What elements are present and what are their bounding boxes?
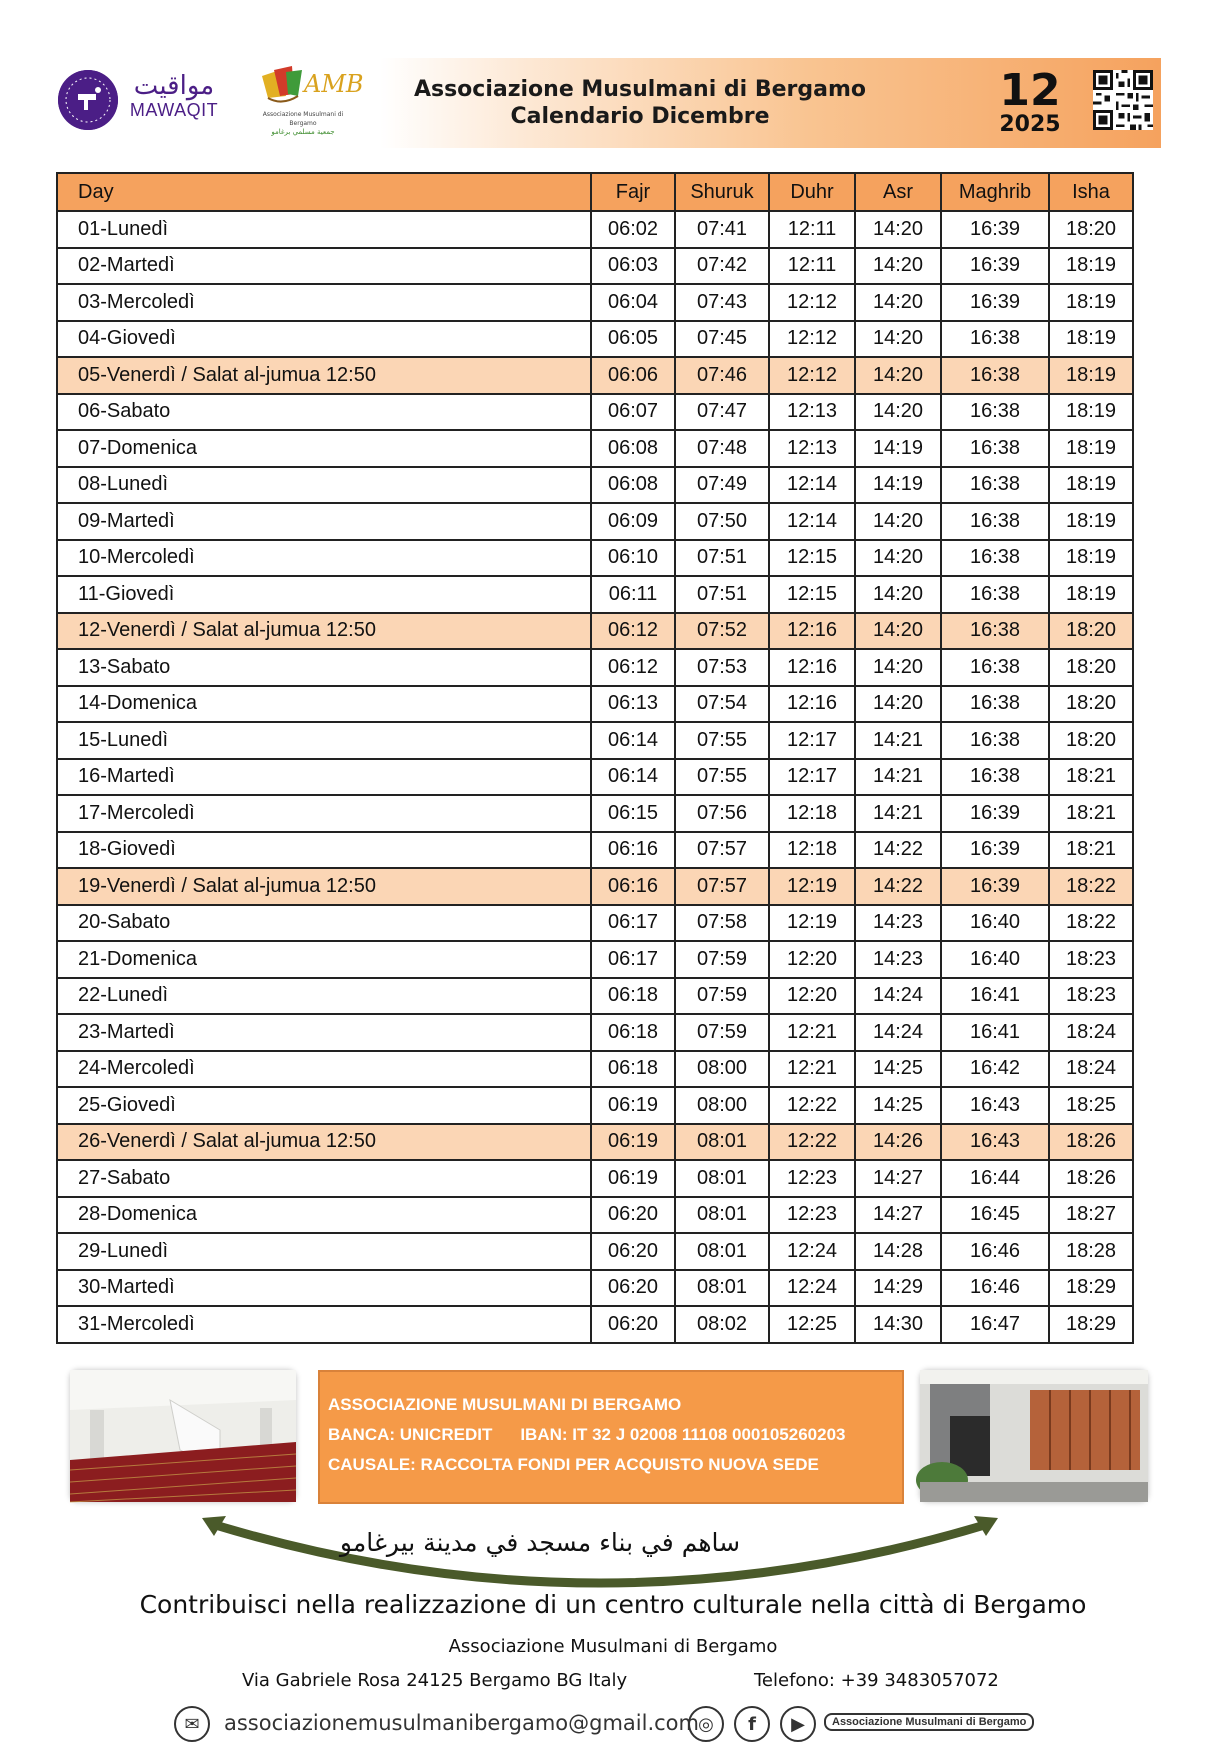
facebook-icon[interactable]: f xyxy=(734,1706,770,1742)
fajr-time-cell: 06:16 xyxy=(591,832,675,869)
table-row xyxy=(57,430,1133,467)
shuruk-time-cell: 07:56 xyxy=(675,795,769,832)
asr-time-cell: 14:21 xyxy=(855,795,941,832)
fajr-time-cell: 06:03 xyxy=(591,248,675,285)
isha-time-cell: 18:23 xyxy=(1049,941,1133,978)
shuruk-time-cell: 07:50 xyxy=(675,503,769,540)
shuruk-time-cell: 07:57 xyxy=(675,832,769,869)
column-header-maghrib: Maghrib xyxy=(941,173,1049,211)
day-cell: 28-Domenica xyxy=(57,1197,591,1234)
duhr-time-cell: 12:11 xyxy=(769,248,855,285)
isha-time-cell: 18:20 xyxy=(1049,613,1133,650)
asr-time-cell: 14:20 xyxy=(855,686,941,723)
shuruk-time-cell: 08:01 xyxy=(675,1270,769,1307)
maghrib-time-cell: 16:39 xyxy=(941,211,1049,248)
isha-time-cell: 18:22 xyxy=(1049,868,1133,905)
duhr-time-cell: 12:12 xyxy=(769,357,855,394)
shuruk-time-cell: 07:54 xyxy=(675,686,769,723)
maghrib-time-cell: 16:41 xyxy=(941,978,1049,1015)
duhr-time-cell: 12:18 xyxy=(769,832,855,869)
maghrib-time-cell: 16:39 xyxy=(941,248,1049,285)
column-header-isha: Isha xyxy=(1049,173,1133,211)
duhr-time-cell: 12:12 xyxy=(769,284,855,321)
table-row xyxy=(57,284,1133,321)
bank-iban[interactable]: IBAN: IT 32 J 02008 11108 000105260203 xyxy=(520,1425,846,1444)
isha-time-cell: 18:19 xyxy=(1049,357,1133,394)
asr-time-cell: 14:20 xyxy=(855,248,941,285)
shuruk-time-cell: 07:46 xyxy=(675,357,769,394)
arabic-appeal: ساهم في بناء مسجد في مدينة بيرغامو xyxy=(339,1528,741,1557)
maghrib-time-cell: 16:38 xyxy=(941,503,1049,540)
day-cell: 10-Mercoledì xyxy=(57,540,591,577)
asr-time-cell: 14:25 xyxy=(855,1051,941,1088)
day-cell: 01-Lunedì xyxy=(57,211,591,248)
column-header-shuruk: Shuruk xyxy=(675,173,769,211)
isha-time-cell: 18:19 xyxy=(1049,503,1133,540)
asr-time-cell: 14:23 xyxy=(855,941,941,978)
shuruk-time-cell: 07:58 xyxy=(675,905,769,942)
isha-time-cell: 18:20 xyxy=(1049,649,1133,686)
fajr-time-cell: 06:19 xyxy=(591,1160,675,1197)
asr-time-cell: 14:20 xyxy=(855,649,941,686)
duhr-time-cell: 12:19 xyxy=(769,868,855,905)
maghrib-time-cell: 16:40 xyxy=(941,905,1049,942)
shuruk-time-cell: 07:47 xyxy=(675,394,769,431)
maghrib-time-cell: 16:38 xyxy=(941,649,1049,686)
table-row xyxy=(57,686,1133,723)
maghrib-time-cell: 16:38 xyxy=(941,576,1049,613)
prayer-times-table xyxy=(56,172,1134,1344)
title-line-2: Calendario Dicembre xyxy=(510,104,770,129)
maghrib-time-cell: 16:38 xyxy=(941,540,1049,577)
asr-time-cell: 14:19 xyxy=(855,430,941,467)
fajr-time-cell: 06:18 xyxy=(591,978,675,1015)
shuruk-time-cell: 08:01 xyxy=(675,1233,769,1270)
table-row xyxy=(57,248,1133,285)
fajr-time-cell: 06:09 xyxy=(591,503,675,540)
maghrib-time-cell: 16:46 xyxy=(941,1233,1049,1270)
isha-time-cell: 18:19 xyxy=(1049,248,1133,285)
asr-time-cell: 14:22 xyxy=(855,832,941,869)
day-cell: 17-Mercoledì xyxy=(57,795,591,832)
duhr-time-cell: 12:25 xyxy=(769,1306,855,1343)
bank-row xyxy=(328,1420,894,1450)
duhr-time-cell: 12:12 xyxy=(769,321,855,358)
fajr-time-cell: 06:02 xyxy=(591,211,675,248)
duhr-time-cell: 12:13 xyxy=(769,430,855,467)
day-cell: 20-Sabato xyxy=(57,905,591,942)
day-cell: 13-Sabato xyxy=(57,649,591,686)
fajr-time-cell: 06:12 xyxy=(591,649,675,686)
table-row xyxy=(57,795,1133,832)
asr-time-cell: 14:20 xyxy=(855,357,941,394)
asr-time-cell: 14:20 xyxy=(855,211,941,248)
table-row xyxy=(57,941,1133,978)
footer-address: Via Gabriele Rosa 24125 Bergamo BG Italy xyxy=(242,1670,628,1691)
maghrib-time-cell: 16:38 xyxy=(941,430,1049,467)
isha-time-cell: 18:26 xyxy=(1049,1124,1133,1161)
column-header-asr: Asr xyxy=(855,173,941,211)
asr-time-cell: 14:22 xyxy=(855,868,941,905)
fajr-time-cell: 06:17 xyxy=(591,941,675,978)
shuruk-time-cell: 08:02 xyxy=(675,1306,769,1343)
duhr-time-cell: 12:23 xyxy=(769,1197,855,1234)
fajr-time-cell: 06:13 xyxy=(591,686,675,723)
table-row xyxy=(57,1014,1133,1051)
table-row xyxy=(57,1233,1133,1270)
shuruk-time-cell: 08:00 xyxy=(675,1051,769,1088)
day-cell: 02-Martedì xyxy=(57,248,591,285)
table-header-row xyxy=(57,173,1133,211)
table-row xyxy=(57,832,1133,869)
maghrib-time-cell: 16:38 xyxy=(941,394,1049,431)
fajr-time-cell: 06:11 xyxy=(591,576,675,613)
shuruk-time-cell: 07:51 xyxy=(675,576,769,613)
table-row xyxy=(57,868,1133,905)
maghrib-time-cell: 16:44 xyxy=(941,1160,1049,1197)
table-row xyxy=(57,1197,1133,1234)
fajr-time-cell: 06:18 xyxy=(591,1051,675,1088)
isha-time-cell: 18:19 xyxy=(1049,576,1133,613)
footer-contact-bar xyxy=(174,1702,1074,1746)
shuruk-time-cell: 07:55 xyxy=(675,722,769,759)
amb-caption-arabic: جمعية مسلمي برغامو xyxy=(271,128,335,136)
fajr-time-cell: 06:15 xyxy=(591,795,675,832)
table-row xyxy=(57,1124,1133,1161)
maghrib-time-cell: 16:40 xyxy=(941,941,1049,978)
day-cell: 26-Venerdì / Salat al-jumua 12:50 xyxy=(57,1124,591,1161)
footer-association: Associazione Musulmani di Bergamo xyxy=(448,1636,778,1657)
table-row xyxy=(57,503,1133,540)
isha-time-cell: 18:21 xyxy=(1049,832,1133,869)
table-row xyxy=(57,467,1133,504)
table-row xyxy=(57,1160,1133,1197)
bank-details-box xyxy=(318,1370,904,1504)
fajr-time-cell: 06:12 xyxy=(591,613,675,650)
day-cell: 30-Martedì xyxy=(57,1270,591,1307)
table-row xyxy=(57,759,1133,796)
day-cell: 29-Lunedì xyxy=(57,1233,591,1270)
isha-time-cell: 18:19 xyxy=(1049,284,1133,321)
table-row xyxy=(57,1306,1133,1343)
table-row xyxy=(57,1270,1133,1307)
isha-time-cell: 18:26 xyxy=(1049,1160,1133,1197)
shuruk-time-cell: 07:59 xyxy=(675,941,769,978)
fajr-time-cell: 06:20 xyxy=(591,1306,675,1343)
isha-time-cell: 18:19 xyxy=(1049,321,1133,358)
asr-time-cell: 14:24 xyxy=(855,978,941,1015)
asr-time-cell: 14:29 xyxy=(855,1270,941,1307)
svg-text:AMB: AMB xyxy=(304,70,364,98)
bank-causale: CAUSALE: RACCOLTA FONDI PER ACQUISTO NUOVA SEDE xyxy=(328,1455,819,1474)
day-cell: 16-Martedì xyxy=(57,759,591,796)
duhr-time-cell: 12:15 xyxy=(769,576,855,613)
duhr-time-cell: 12:17 xyxy=(769,759,855,796)
fajr-time-cell: 06:07 xyxy=(591,394,675,431)
shuruk-time-cell: 07:57 xyxy=(675,868,769,905)
isha-time-cell: 18:21 xyxy=(1049,795,1133,832)
isha-time-cell: 18:19 xyxy=(1049,430,1133,467)
maghrib-time-cell: 16:38 xyxy=(941,686,1049,723)
maghrib-time-cell: 16:43 xyxy=(941,1087,1049,1124)
shuruk-time-cell: 08:01 xyxy=(675,1160,769,1197)
isha-time-cell: 18:28 xyxy=(1049,1233,1133,1270)
duhr-time-cell: 12:16 xyxy=(769,649,855,686)
isha-time-cell: 18:25 xyxy=(1049,1087,1133,1124)
maghrib-time-cell: 16:45 xyxy=(941,1197,1049,1234)
shuruk-time-cell: 07:51 xyxy=(675,540,769,577)
duhr-time-cell: 12:22 xyxy=(769,1124,855,1161)
table-row xyxy=(57,649,1133,686)
maghrib-time-cell: 16:38 xyxy=(941,357,1049,394)
asr-time-cell: 14:27 xyxy=(855,1197,941,1234)
duhr-time-cell: 12:24 xyxy=(769,1233,855,1270)
asr-time-cell: 14:28 xyxy=(855,1233,941,1270)
isha-time-cell: 18:19 xyxy=(1049,467,1133,504)
duhr-time-cell: 12:19 xyxy=(769,905,855,942)
contribute-text: Contribuisci nella realizzazione di un centro culturale nella città di Bergamo xyxy=(139,1590,1087,1619)
asr-time-cell: 14:20 xyxy=(855,284,941,321)
table-row xyxy=(57,613,1133,650)
month-number: 12 xyxy=(999,65,1061,116)
day-cell: 06-Sabato xyxy=(57,394,591,431)
footer-phone[interactable]: Telefono: +39 3483057072 xyxy=(754,1670,999,1691)
asr-time-cell: 14:20 xyxy=(855,613,941,650)
maghrib-time-cell: 16:43 xyxy=(941,1124,1049,1161)
month-year xyxy=(980,65,1080,137)
asr-time-cell: 14:21 xyxy=(855,722,941,759)
maghrib-time-cell: 16:38 xyxy=(941,722,1049,759)
duhr-time-cell: 12:13 xyxy=(769,394,855,431)
asr-time-cell: 14:30 xyxy=(855,1306,941,1343)
day-cell: 23-Martedì xyxy=(57,1014,591,1051)
asr-time-cell: 14:20 xyxy=(855,503,941,540)
instagram-icon[interactable]: ◎ xyxy=(688,1706,724,1742)
day-cell: 27-Sabato xyxy=(57,1160,591,1197)
isha-time-cell: 18:27 xyxy=(1049,1197,1133,1234)
asr-time-cell: 14:24 xyxy=(855,1014,941,1051)
table-row xyxy=(57,540,1133,577)
mosque-interior-photo xyxy=(70,1370,296,1502)
youtube-icon[interactable]: ▶ xyxy=(780,1706,816,1742)
day-cell: 03-Mercoledì xyxy=(57,284,591,321)
asr-time-cell: 14:27 xyxy=(855,1160,941,1197)
shuruk-time-cell: 07:48 xyxy=(675,430,769,467)
fajr-time-cell: 06:14 xyxy=(591,759,675,796)
duhr-time-cell: 12:23 xyxy=(769,1160,855,1197)
fajr-time-cell: 06:17 xyxy=(591,905,675,942)
duhr-time-cell: 12:16 xyxy=(769,686,855,723)
asr-time-cell: 14:21 xyxy=(855,759,941,796)
fajr-time-cell: 06:10 xyxy=(591,540,675,577)
day-cell: 08-Lunedì xyxy=(57,467,591,504)
asr-time-cell: 14:23 xyxy=(855,905,941,942)
asr-time-cell: 14:20 xyxy=(855,394,941,431)
maghrib-time-cell: 16:38 xyxy=(941,613,1049,650)
fajr-time-cell: 06:20 xyxy=(591,1197,675,1234)
isha-time-cell: 18:24 xyxy=(1049,1014,1133,1051)
maghrib-time-cell: 16:38 xyxy=(941,759,1049,796)
mawaqit-arabic: مواقيت xyxy=(133,71,215,101)
maghrib-time-cell: 16:47 xyxy=(941,1306,1049,1343)
isha-time-cell: 18:24 xyxy=(1049,1051,1133,1088)
asr-time-cell: 14:20 xyxy=(855,576,941,613)
day-cell: 22-Lunedì xyxy=(57,978,591,1015)
isha-time-cell: 18:23 xyxy=(1049,978,1133,1015)
fajr-time-cell: 06:05 xyxy=(591,321,675,358)
table-row xyxy=(57,1051,1133,1088)
maghrib-time-cell: 16:39 xyxy=(941,868,1049,905)
table-row xyxy=(57,357,1133,394)
new-building-photo xyxy=(920,1370,1148,1502)
duhr-time-cell: 12:14 xyxy=(769,503,855,540)
duhr-time-cell: 12:14 xyxy=(769,467,855,504)
maghrib-time-cell: 16:41 xyxy=(941,1014,1049,1051)
table-row xyxy=(57,576,1133,613)
table-row xyxy=(57,722,1133,759)
day-cell: 25-Giovedì xyxy=(57,1087,591,1124)
mawaqit-wordmark xyxy=(124,72,224,120)
table-body xyxy=(57,211,1133,1343)
isha-time-cell: 18:21 xyxy=(1049,759,1133,796)
email-icon[interactable]: ✉ xyxy=(174,1706,210,1742)
shuruk-time-cell: 07:45 xyxy=(675,321,769,358)
facebook-page-badge[interactable]: Associazione Musulmani di Bergamo xyxy=(824,1713,1034,1731)
fajr-time-cell: 06:20 xyxy=(591,1270,675,1307)
fajr-time-cell: 06:20 xyxy=(591,1233,675,1270)
fajr-time-cell: 06:06 xyxy=(591,357,675,394)
day-cell: 14-Domenica xyxy=(57,686,591,723)
shuruk-time-cell: 08:01 xyxy=(675,1124,769,1161)
day-cell: 18-Giovedì xyxy=(57,832,591,869)
shuruk-time-cell: 07:59 xyxy=(675,1014,769,1051)
shuruk-time-cell: 07:41 xyxy=(675,211,769,248)
maghrib-time-cell: 16:38 xyxy=(941,467,1049,504)
day-cell: 05-Venerdì / Salat al-jumua 12:50 xyxy=(57,357,591,394)
maghrib-time-cell: 16:42 xyxy=(941,1051,1049,1088)
maghrib-time-cell: 16:39 xyxy=(941,795,1049,832)
asr-time-cell: 14:26 xyxy=(855,1124,941,1161)
page-title xyxy=(390,76,890,130)
table-row xyxy=(57,211,1133,248)
shuruk-time-cell: 07:49 xyxy=(675,467,769,504)
amb-caption-latin: Associazione Musulmani di Bergamo xyxy=(262,111,344,127)
mawaqit-latin: MAWAQIT xyxy=(129,100,219,120)
duhr-time-cell: 12:20 xyxy=(769,941,855,978)
duhr-time-cell: 12:21 xyxy=(769,1014,855,1051)
shuruk-time-cell: 07:43 xyxy=(675,284,769,321)
day-cell: 12-Venerdì / Salat al-jumua 12:50 xyxy=(57,613,591,650)
duhr-time-cell: 12:11 xyxy=(769,211,855,248)
prayer-times-table-wrap xyxy=(56,172,1132,1344)
bank-name: BANCA: UNICREDIT xyxy=(328,1425,493,1444)
column-header-day: Day xyxy=(57,173,591,211)
duhr-time-cell: 12:15 xyxy=(769,540,855,577)
day-cell: 11-Giovedì xyxy=(57,576,591,613)
asr-time-cell: 14:19 xyxy=(855,467,941,504)
isha-time-cell: 18:20 xyxy=(1049,211,1133,248)
isha-time-cell: 18:19 xyxy=(1049,394,1133,431)
fajr-time-cell: 06:19 xyxy=(591,1124,675,1161)
duhr-time-cell: 12:24 xyxy=(769,1270,855,1307)
isha-time-cell: 18:20 xyxy=(1049,686,1133,723)
column-header-fajr: Fajr xyxy=(591,173,675,211)
day-cell: 24-Mercoledì xyxy=(57,1051,591,1088)
footer-email[interactable]: associazionemusulmanibergamo@gmail.com xyxy=(224,1711,699,1735)
duhr-time-cell: 12:22 xyxy=(769,1087,855,1124)
fajr-time-cell: 06:08 xyxy=(591,467,675,504)
maghrib-time-cell: 16:46 xyxy=(941,1270,1049,1307)
shuruk-time-cell: 07:52 xyxy=(675,613,769,650)
asr-time-cell: 14:20 xyxy=(855,540,941,577)
title-line-1: Associazione Musulmani di Bergamo xyxy=(413,77,867,102)
table-row xyxy=(57,905,1133,942)
table-row xyxy=(57,394,1133,431)
duhr-time-cell: 12:18 xyxy=(769,795,855,832)
maghrib-time-cell: 16:39 xyxy=(941,832,1049,869)
day-cell: 04-Giovedì xyxy=(57,321,591,358)
column-header-duhr: Duhr xyxy=(769,173,855,211)
table-row xyxy=(57,321,1133,358)
table-row xyxy=(57,1087,1133,1124)
day-cell: 19-Venerdì / Salat al-jumua 12:50 xyxy=(57,868,591,905)
day-cell: 09-Martedì xyxy=(57,503,591,540)
isha-time-cell: 18:20 xyxy=(1049,722,1133,759)
duhr-time-cell: 12:17 xyxy=(769,722,855,759)
fajr-time-cell: 06:14 xyxy=(591,722,675,759)
day-cell: 31-Mercoledì xyxy=(57,1306,591,1343)
duhr-time-cell: 12:21 xyxy=(769,1051,855,1088)
duhr-time-cell: 12:20 xyxy=(769,978,855,1015)
shuruk-time-cell: 08:01 xyxy=(675,1197,769,1234)
duhr-time-cell: 12:16 xyxy=(769,613,855,650)
shuruk-time-cell: 07:53 xyxy=(675,649,769,686)
header xyxy=(0,0,1226,160)
shuruk-time-cell: 08:00 xyxy=(675,1087,769,1124)
table-row xyxy=(57,978,1133,1015)
day-cell: 21-Domenica xyxy=(57,941,591,978)
shuruk-time-cell: 07:42 xyxy=(675,248,769,285)
bank-association-name: ASSOCIAZIONE MUSULMANI DI BERGAMO xyxy=(328,1395,682,1414)
asr-time-cell: 14:25 xyxy=(855,1087,941,1124)
fajr-time-cell: 06:08 xyxy=(591,430,675,467)
day-cell: 15-Lunedì xyxy=(57,722,591,759)
qr-code-icon xyxy=(1093,70,1153,130)
maghrib-time-cell: 16:38 xyxy=(941,321,1049,358)
maghrib-time-cell: 16:39 xyxy=(941,284,1049,321)
asr-time-cell: 14:20 xyxy=(855,321,941,358)
isha-time-cell: 18:22 xyxy=(1049,905,1133,942)
mawaqit-logo-icon xyxy=(58,70,118,130)
fajr-time-cell: 06:04 xyxy=(591,284,675,321)
amb-caption xyxy=(250,110,356,137)
shuruk-time-cell: 07:59 xyxy=(675,978,769,1015)
day-cell: 07-Domenica xyxy=(57,430,591,467)
fajr-time-cell: 06:16 xyxy=(591,868,675,905)
isha-time-cell: 18:29 xyxy=(1049,1270,1133,1307)
isha-time-cell: 18:29 xyxy=(1049,1306,1133,1343)
isha-time-cell: 18:19 xyxy=(1049,540,1133,577)
fajr-time-cell: 06:18 xyxy=(591,1014,675,1051)
shuruk-time-cell: 07:55 xyxy=(675,759,769,796)
year: 2025 xyxy=(999,112,1061,137)
fajr-time-cell: 06:19 xyxy=(591,1087,675,1124)
